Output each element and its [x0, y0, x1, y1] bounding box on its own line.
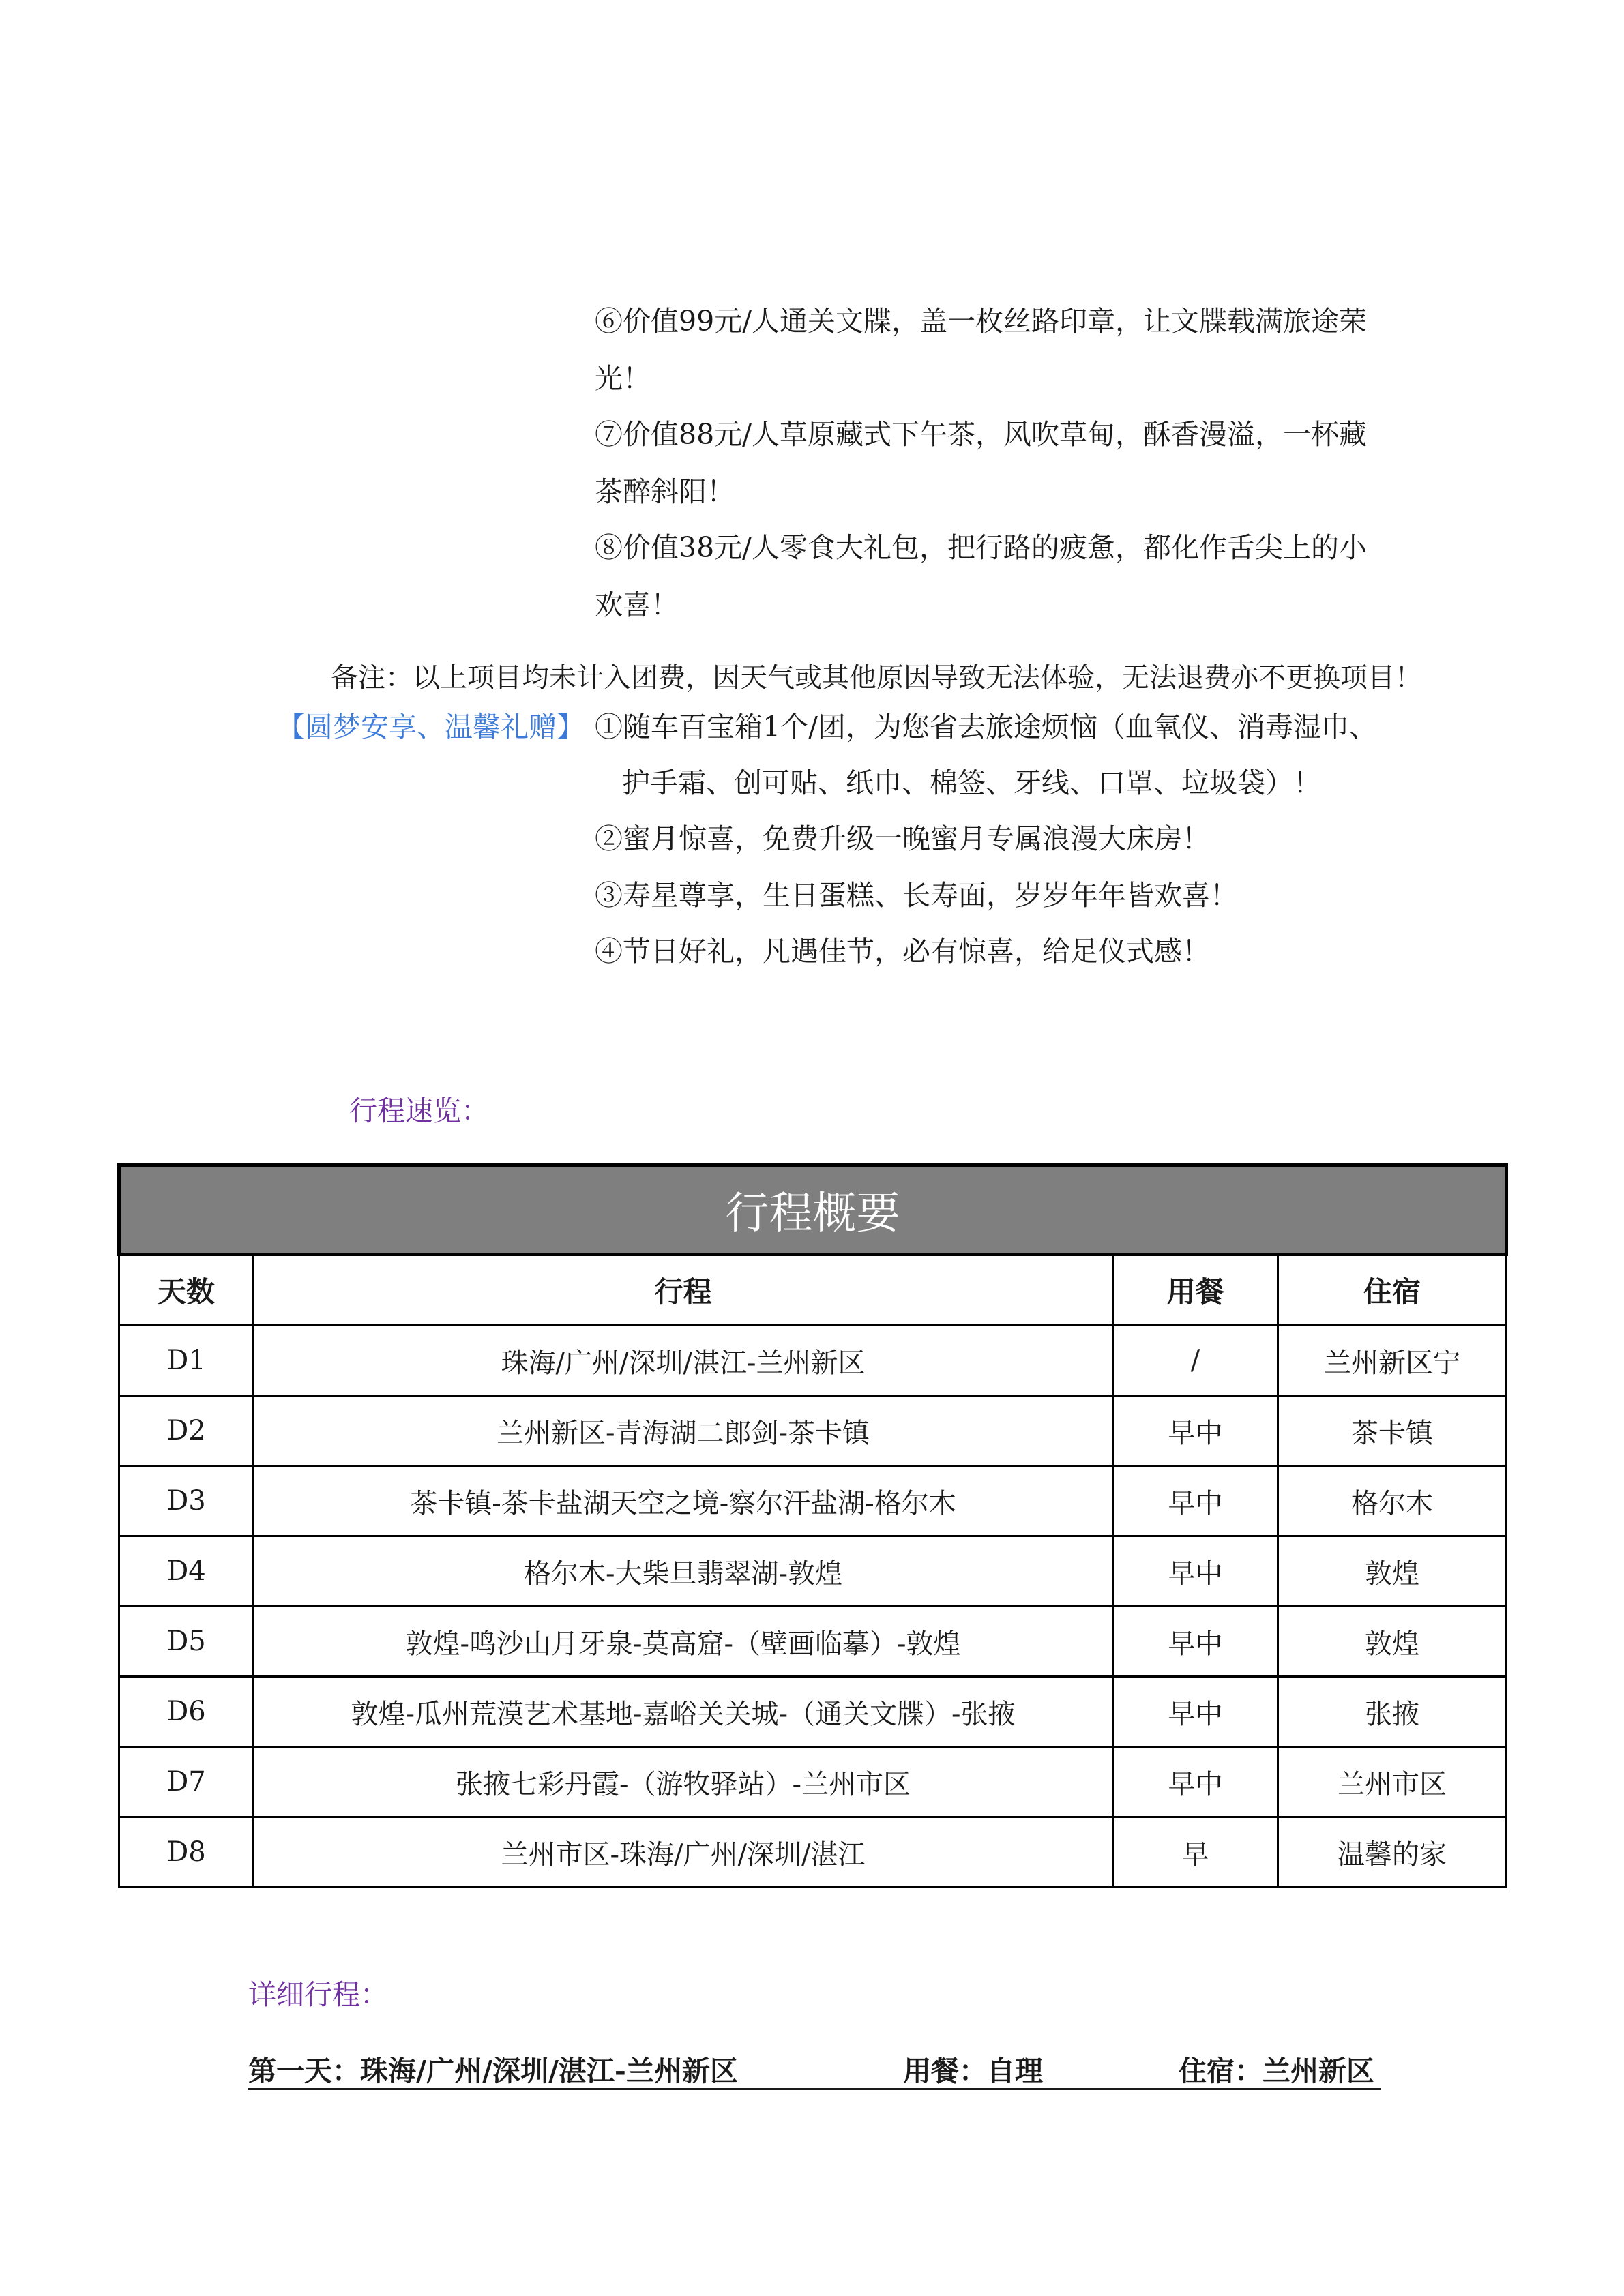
- table-row: [119, 1747, 1507, 1817]
- header-meals: 用餐: [1113, 1255, 1278, 1326]
- cell-hotel: 敦煌: [1278, 1536, 1507, 1607]
- gift-item-4: ④节日好礼，凡遇佳节，必有惊喜，给足仪式感！: [595, 935, 1210, 968]
- cell-hotel: 兰州新区宁: [1278, 1326, 1507, 1396]
- gift-item-3: ③寿星尊享，生日蛋糕、长寿面，岁岁年年皆欢喜！: [595, 879, 1238, 912]
- cell-route: 珠海/广州/深圳/湛江-兰州新区: [254, 1326, 1113, 1396]
- perk-6-line-2: 光！: [595, 362, 651, 395]
- cell-route: 敦煌-鸣沙山月牙泉-莫高窟-（壁画临摹）-敦煌: [254, 1607, 1113, 1677]
- cell-day: D4: [119, 1536, 254, 1607]
- table-row: [119, 1607, 1507, 1677]
- cell-day: D1: [119, 1326, 254, 1396]
- itinerary-table: [117, 1163, 1508, 1888]
- perk-7-line-2: 茶醉斜阳！: [595, 475, 735, 508]
- table-row: [119, 1326, 1507, 1396]
- cell-day: D3: [119, 1466, 254, 1536]
- table-row: [119, 1817, 1507, 1888]
- day1-summary: [248, 2048, 1381, 2089]
- day1-hotel: 住宿：兰州新区: [1179, 2055, 1374, 2087]
- cell-route: 茶卡镇-茶卡盐湖天空之境-察尔汗盐湖-格尔木: [254, 1466, 1113, 1536]
- cell-day: D6: [119, 1677, 254, 1747]
- cell-meals: 早中: [1113, 1396, 1278, 1466]
- cell-route: 兰州新区-青海湖二郎剑-茶卡镇: [254, 1396, 1113, 1466]
- gift-item-1-continued: 护手霜、创可贴、纸巾、棉签、牙线、口罩、垃圾袋）！: [622, 766, 1321, 799]
- day1-underline: [248, 2088, 1381, 2090]
- cell-route: 敦煌-瓜州荒漠艺术基地-嘉峪关关城-（通关文牒）-张掖: [254, 1677, 1113, 1747]
- perk-7-line-1: ⑦价值88元/人草原藏式下午茶，风吹草甸，酥香漫溢，一杯藏: [595, 418, 1367, 451]
- perk-8-line-1: ⑧价值38元/人零食大礼包，把行路的疲惫，都化作舌尖上的小: [595, 531, 1367, 564]
- table-row: [119, 1396, 1507, 1466]
- table-row: [119, 1466, 1507, 1536]
- overview-heading: 行程速览：: [349, 1094, 489, 1127]
- table-title: 行程概要: [119, 1165, 1507, 1255]
- header-route: 行程: [254, 1255, 1113, 1326]
- cell-hotel: 格尔木: [1278, 1466, 1507, 1536]
- cell-meals: 早: [1113, 1817, 1278, 1888]
- cell-route: 张掖七彩丹霞-（游牧驿站）-兰州市区: [254, 1747, 1113, 1817]
- gift-item-2: ②蜜月惊喜，免费升级一晚蜜月专属浪漫大床房！: [595, 822, 1210, 855]
- cell-meals: /: [1113, 1326, 1278, 1396]
- cell-day: D8: [119, 1817, 254, 1888]
- day1-title: 第一天：珠海/广州/深圳/湛江-兰州新区: [248, 2055, 738, 2087]
- cell-meals: 早中: [1113, 1607, 1278, 1677]
- cell-meals: 早中: [1113, 1677, 1278, 1747]
- cell-day: D5: [119, 1607, 254, 1677]
- cell-hotel: 张掖: [1278, 1677, 1507, 1747]
- perk-6-line-1: ⑥价值99元/人通关文牒，盖一枚丝路印章，让文牒载满旅途荣: [595, 305, 1367, 338]
- cell-hotel: 兰州市区: [1278, 1747, 1507, 1817]
- gift-item-1: ①随车百宝箱1个/团，为您省去旅途烦恼（血氧仪、消毒湿巾、: [595, 711, 1377, 743]
- cell-route: 兰州市区-珠海/广州/深圳/湛江: [254, 1817, 1113, 1888]
- table-row: [119, 1677, 1507, 1747]
- cell-meals: 早中: [1113, 1536, 1278, 1607]
- cell-day: D2: [119, 1396, 254, 1466]
- cell-hotel: 敦煌: [1278, 1607, 1507, 1677]
- perk-8-line-2: 欢喜！: [595, 588, 679, 621]
- table-row: [119, 1536, 1507, 1607]
- header-day: 天数: [119, 1255, 254, 1326]
- remark-note: 备注：以上项目均未计入团费，因天气或其他原因导致无法体验，无法退费亦不更换项目！: [331, 662, 1422, 694]
- cell-day: D7: [119, 1747, 254, 1817]
- cell-route: 格尔木-大柴旦翡翠湖-敦煌: [254, 1536, 1113, 1607]
- gifts-label: 【圆梦安享、温馨礼赠】: [277, 711, 585, 743]
- cell-meals: 早中: [1113, 1747, 1278, 1817]
- cell-hotel: 茶卡镇: [1278, 1396, 1507, 1466]
- day1-meals: 用餐：自理: [903, 2055, 1043, 2087]
- detail-heading: 详细行程：: [248, 1978, 388, 2011]
- header-hotel: 住宿: [1278, 1255, 1507, 1326]
- cell-hotel: 温馨的家: [1278, 1817, 1507, 1888]
- cell-meals: 早中: [1113, 1466, 1278, 1536]
